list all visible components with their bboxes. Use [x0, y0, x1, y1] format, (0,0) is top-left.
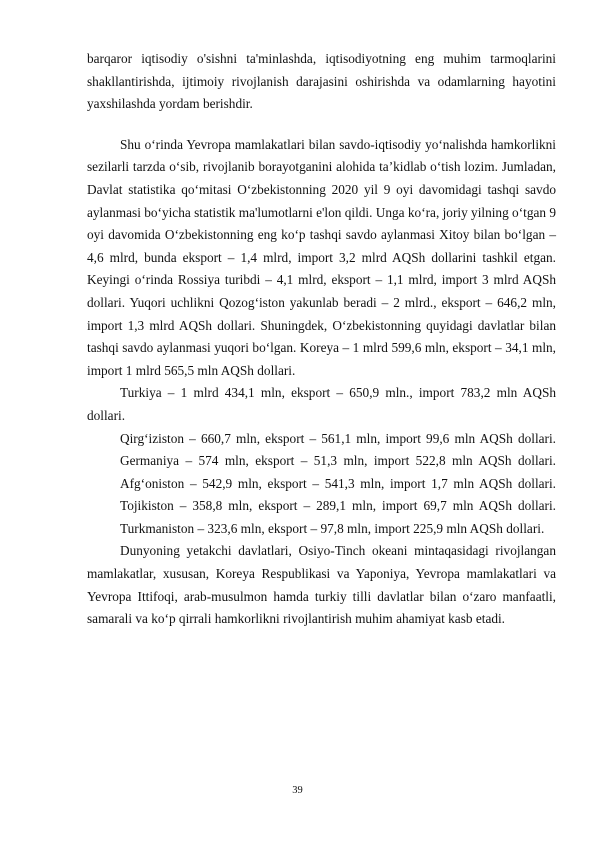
paragraph-country-list: Qirg‘iziston – 660,7 mln, eksport – 561,1 mln, import 99,6 mln AQSh dollari. Germaniya – 574 mln, eksport – 51,3 mln, import 522,8 mln AQSh dollari. Afg‘oniston – 542,9 mln, eksport – 541,3 mln, import 1,7 mln AQSh dollari. Tojikiston – 358,8 mln, eksport – 289,1 mln, import 69,7 mln AQSh dollari. Turkmaniston – 323,6 mln, eksport – 97,8 mln, import 225,9 mln AQSh dollari. [120, 430, 556, 536]
paragraph-turkey-trade: Turkiya – 1 mlrd 434,1 mln, eksport – 650,9 mln., import 783,2 mln AQSh dollari. [87, 385, 556, 423]
document-body [87, 48, 556, 631]
paragraph-intro-continuation: barqaror iqtisodiy o'sishni ta'minlashda, iqtisodiyotning eng muhim tarmoqlarini shakllantirishda, ijtimoiy rivojlanish darajasini oshirishda va odamlarning hayotini yaxshilashda yordam berishdir. [87, 51, 556, 112]
paragraph-partnership: Dunyoning yetakchi davlatlari, Osiyo-Tinch okeani mintaqasidagi rivojlangan mamlakatlar, xususan, Koreya Respublikasi va Yaponiya, Yevropa mamlakatlari va Yevropa Ittifoqi, arab-musulmon hamda turkiy tilli davlatlar bilan o‘zaro manfaatli, samarali va ko‘p qirrali hamkorlikni rivojlantirish muhim ahamiyat kasb etadi. [87, 543, 556, 627]
page-number: 39 [292, 785, 303, 796]
paragraph-europe-trade: Shu o‘rinda Yevropa mamlakatlari bilan savdo-iqtisodiy yo‘nalishda hamkorlikni sezilarli tarzda o‘sib, rivojlanib borayotganini alohida ta’kidlab o‘tish lozim. Jumladan, Davlat statistika qo‘mitasi O‘zbekistonning 2020 yil 9 oyi davomidagi tashqi savdo aylanmasi bo‘yicha statistik ma'lumotlarni e'lon qildi. Unga ko‘ra, joriy yilning o‘tgan 9 oyi davomida O‘zbekistonning eng ko‘p tashqi savdo aylanmasi Xitoy bilan bo‘lgan – 4,6 mlrd, bunda eksport – 1,4 mlrd, import 3,2 mlrd AQSh dollarini tashkil etgan. Keyingi o‘rinda Rossiya turibdi – 4,1 mlrd, eksport – 1,1 mlrd, import 3 mlrd AQSh dollari. Yuqori uchlikni Qozog‘iston yakunlab beradi – 2 mlrd., eksport – 646,2 mln, import 1,3 mlrd AQSh dollari. Shuningdek, O‘zbekistonning quyidagi davlatlar bilan tashqi savdo aylanmasi yuqori bo‘lgan. Koreya – 1 mlrd 599,6 mln, eksport – 34,1 mln, import 1 mlrd 565,5 mln AQSh dollari. [87, 136, 556, 378]
